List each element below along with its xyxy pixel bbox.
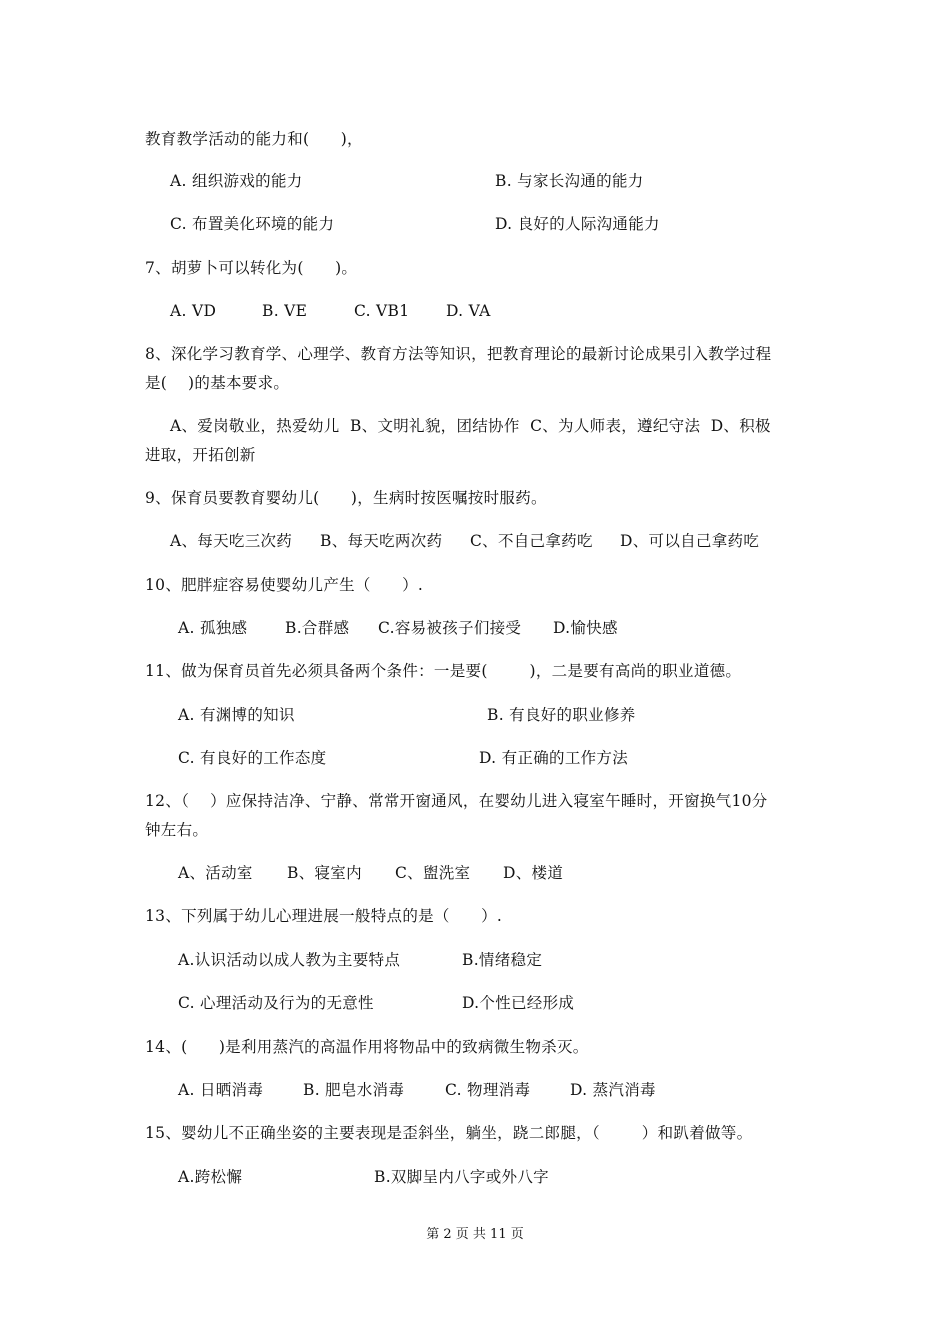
option-b: B. 有良好的职业修养 — [487, 706, 636, 724]
option-d: D、楼道 — [503, 864, 564, 882]
option-b: B. 肥皂水消毒 — [303, 1081, 405, 1099]
option-c: C. 物理消毒 — [445, 1081, 531, 1099]
option-a: A. 有渊博的知识 — [178, 706, 295, 724]
option-d: D、可以自己拿药吃 — [620, 532, 760, 550]
question-stem: 9、保育员要教育婴幼儿( )，生病时按医嘱按时服药。 — [145, 489, 547, 507]
question-stem: 14、( )是利用蒸汽的高温作用将物品中的致病微生物杀灭。 — [145, 1038, 589, 1056]
option-b: B.情绪稳定 — [462, 951, 543, 969]
option-b: B.双脚呈内八字或外八字 — [374, 1168, 549, 1186]
options-line: A、爱岗敬业，热爱幼儿 B、文明礼貌，团结协作 C、为人师表，遵纪守法 D、积极 — [170, 417, 771, 435]
question-stem: 13、下列属于幼儿心理进展一般特点的是（ ）. — [145, 907, 503, 925]
question-stem: 教育教学活动的能力和( )， — [145, 130, 363, 148]
question-stem: 15、婴幼儿不正确坐姿的主要表现是歪斜坐，躺坐，跷二郎腿，（ ）和趴着做等。 — [145, 1124, 753, 1142]
options-line-continued: 进取，开拓创新 — [145, 446, 256, 464]
question-stem: 8、深化学习教育学、心理学、教育方法等知识，把教育理论的最新讨论成果引入教学过程 — [145, 345, 772, 363]
option-a: A、活动室 — [178, 864, 253, 882]
option-d: D. 蒸汽消毒 — [570, 1081, 656, 1099]
option-a: A.认识活动以成人教为主要特点 — [178, 951, 401, 969]
option-d: D.个性已经形成 — [462, 994, 575, 1012]
option-a: A. 孤独感 — [178, 619, 248, 637]
question-stem-continued: 钟左右。 — [145, 821, 209, 839]
option-b: B.合群感 — [285, 619, 350, 637]
question-stem: 12、（ ）应保持洁净、宁静、常常开窗通风，在婴幼儿进入寝室午睡时，开窗换气10分 — [145, 792, 768, 810]
option-c: C. 布置美化环境的能力 — [170, 215, 335, 233]
option-a: A. 日晒消毒 — [178, 1081, 264, 1099]
option-c: C、不自己拿药吃 — [470, 532, 593, 550]
option-b: B. 与家长沟通的能力 — [495, 172, 644, 190]
option-c: C、盥洗室 — [395, 864, 471, 882]
page-number: 第 2 页 共 11 页 — [426, 1227, 524, 1242]
question-stem: 7、胡萝卜可以转化为( )。 — [145, 259, 358, 277]
question-stem-continued: 是( )的基本要求。 — [145, 374, 290, 392]
option-a: A.跨松懈 — [178, 1168, 243, 1186]
option-c: C. VB1 — [354, 302, 410, 320]
option-d: D.愉快感 — [553, 619, 618, 637]
option-d: D. VA — [446, 302, 491, 320]
option-b: B、每天吃两次药 — [320, 532, 443, 550]
option-b: B. VE — [262, 302, 308, 320]
option-a: A、每天吃三次药 — [170, 532, 293, 550]
option-a: A. VD — [170, 302, 217, 320]
option-c: C.容易被孩子们接受 — [378, 619, 522, 637]
option-c: C. 心理活动及行为的无意性 — [178, 994, 374, 1012]
question-stem: 10、肥胖症容易使婴幼儿产生（ ）. — [145, 576, 424, 594]
option-a: A. 组织游戏的能力 — [170, 172, 303, 190]
option-c: C. 有良好的工作态度 — [178, 749, 327, 767]
option-d: D. 良好的人际沟通能力 — [495, 215, 660, 233]
option-b: B、寝室内 — [287, 864, 362, 882]
question-stem: 11、做为保育员首先必须具备两个条件：一是要( )，二是要有高尚的职业道德。 — [145, 662, 742, 680]
option-d: D. 有正确的工作方法 — [479, 749, 629, 767]
